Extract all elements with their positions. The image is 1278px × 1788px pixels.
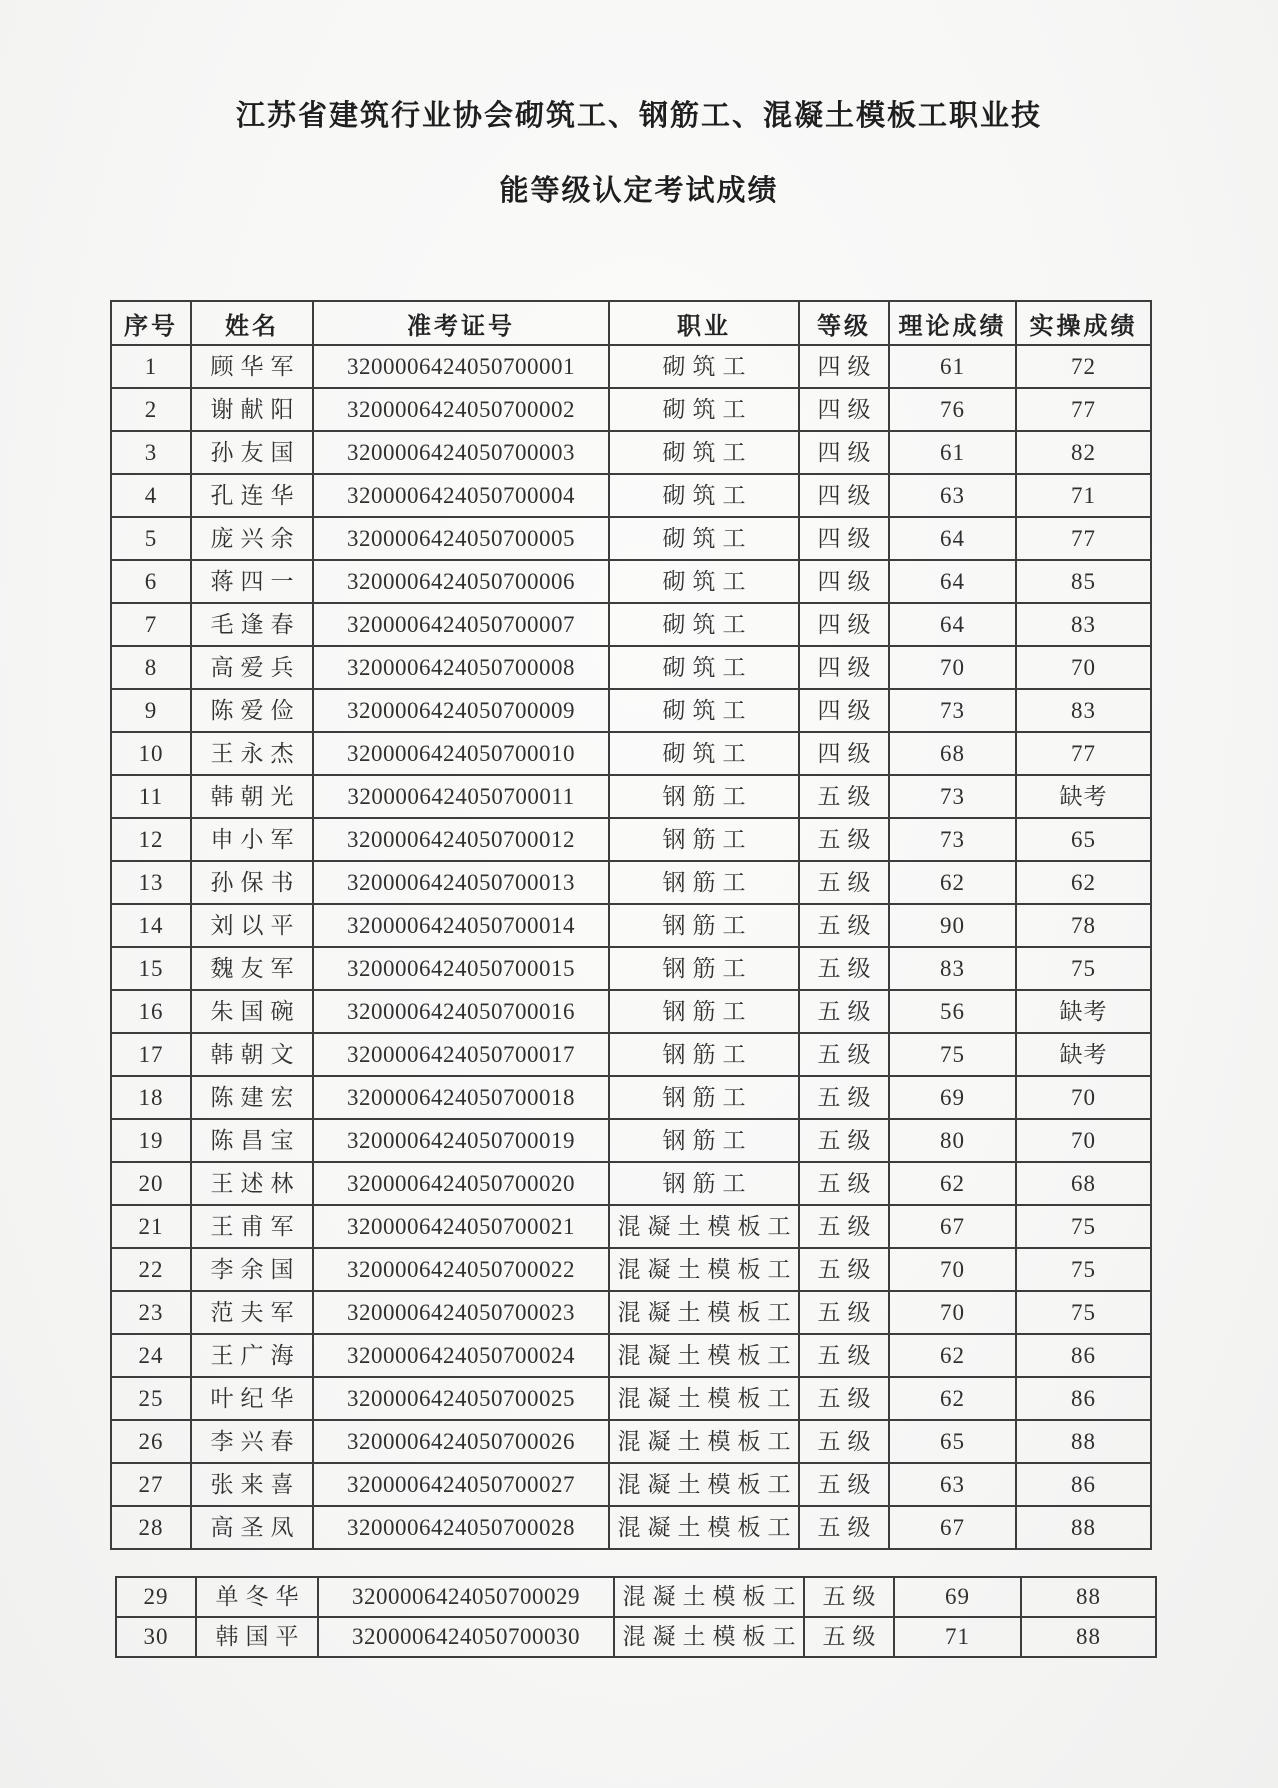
cell-occupation: 混凝土模板工 <box>609 1334 799 1377</box>
cell-theory: 70 <box>889 646 1016 689</box>
cell-level: 四级 <box>799 388 889 431</box>
cell-practical: 68 <box>1016 1162 1151 1205</box>
cell-name: 张来喜 <box>191 1463 313 1506</box>
table-row <box>111 861 1151 904</box>
cell-theory: 83 <box>889 947 1016 990</box>
cell-occupation: 混凝土模板工 <box>614 1617 804 1657</box>
document-title <box>0 95 1278 212</box>
cell-occupation: 钢筋工 <box>609 904 799 947</box>
col-header-level: 等级 <box>799 301 889 345</box>
cell-ticket: 3200006424050700003 <box>313 431 609 474</box>
cell-level: 四级 <box>799 345 889 388</box>
cell-practical: 75 <box>1016 1291 1151 1334</box>
table-row <box>111 947 1151 990</box>
cell-practical: 缺考 <box>1016 1033 1151 1076</box>
table-row <box>116 1577 1156 1617</box>
cell-no: 9 <box>111 689 191 732</box>
cell-practical: 77 <box>1016 732 1151 775</box>
cell-no: 10 <box>111 732 191 775</box>
cell-ticket: 3200006424050700026 <box>313 1420 609 1463</box>
cell-level: 五级 <box>799 947 889 990</box>
cell-occupation: 混凝土模板工 <box>609 1463 799 1506</box>
cell-practical: 70 <box>1016 1119 1151 1162</box>
cell-practical: 88 <box>1016 1506 1151 1549</box>
cell-level: 五级 <box>799 1076 889 1119</box>
cell-ticket: 3200006424050700014 <box>313 904 609 947</box>
cell-theory: 56 <box>889 990 1016 1033</box>
cell-occupation: 砌筑工 <box>609 517 799 560</box>
cell-level: 五级 <box>799 990 889 1033</box>
cell-theory: 62 <box>889 1162 1016 1205</box>
cell-practical: 83 <box>1016 603 1151 646</box>
title-line-2: 能等级认定考试成绩 <box>499 175 779 207</box>
table-row <box>111 1248 1151 1291</box>
cell-no: 16 <box>111 990 191 1033</box>
cell-ticket: 3200006424050700010 <box>313 732 609 775</box>
cell-level: 五级 <box>799 1420 889 1463</box>
cell-no: 7 <box>111 603 191 646</box>
table-row <box>111 732 1151 775</box>
cell-practical: 70 <box>1016 1076 1151 1119</box>
cell-no: 11 <box>111 775 191 818</box>
cell-occupation: 砌筑工 <box>609 431 799 474</box>
cell-practical: 75 <box>1016 1205 1151 1248</box>
cell-occupation: 混凝土模板工 <box>609 1291 799 1334</box>
table-row <box>111 1119 1151 1162</box>
header-row <box>111 301 1151 345</box>
results-table <box>110 300 1152 1550</box>
cell-theory: 63 <box>889 1463 1016 1506</box>
table-row <box>111 474 1151 517</box>
cell-occupation: 钢筋工 <box>609 1076 799 1119</box>
cell-practical: 72 <box>1016 345 1151 388</box>
cell-occupation: 混凝土模板工 <box>614 1577 804 1617</box>
table-row <box>111 1162 1151 1205</box>
cell-ticket: 3200006424050700023 <box>313 1291 609 1334</box>
cell-name: 高爱兵 <box>191 646 313 689</box>
cell-name: 叶纪华 <box>191 1377 313 1420</box>
cell-occupation: 砌筑工 <box>609 560 799 603</box>
cell-level: 四级 <box>799 646 889 689</box>
table-row <box>111 1377 1151 1420</box>
cell-name: 朱国碗 <box>191 990 313 1033</box>
cell-no: 19 <box>111 1119 191 1162</box>
cell-no: 21 <box>111 1205 191 1248</box>
cell-occupation: 混凝土模板工 <box>609 1377 799 1420</box>
table-row <box>111 603 1151 646</box>
cell-no: 15 <box>111 947 191 990</box>
cell-ticket: 3200006424050700027 <box>313 1463 609 1506</box>
cell-theory: 61 <box>889 431 1016 474</box>
table-row <box>111 1420 1151 1463</box>
cell-name: 王永杰 <box>191 732 313 775</box>
cell-theory: 64 <box>889 560 1016 603</box>
cell-occupation: 钢筋工 <box>609 1033 799 1076</box>
cell-level: 五级 <box>799 1291 889 1334</box>
cell-level: 五级 <box>799 1506 889 1549</box>
cell-name: 范夫军 <box>191 1291 313 1334</box>
cell-no: 28 <box>111 1506 191 1549</box>
cell-level: 五级 <box>799 1377 889 1420</box>
cell-theory: 73 <box>889 775 1016 818</box>
col-header-name: 姓名 <box>191 301 313 345</box>
cell-practical: 86 <box>1016 1377 1151 1420</box>
cell-name: 顾华军 <box>191 345 313 388</box>
cell-theory: 76 <box>889 388 1016 431</box>
table-row <box>111 1506 1151 1549</box>
cell-practical: 缺考 <box>1016 775 1151 818</box>
cell-ticket: 3200006424050700021 <box>313 1205 609 1248</box>
cell-theory: 71 <box>894 1617 1021 1657</box>
cell-name: 韩国平 <box>196 1617 318 1657</box>
cell-no: 30 <box>116 1617 196 1657</box>
cell-practical: 71 <box>1016 474 1151 517</box>
cell-theory: 68 <box>889 732 1016 775</box>
table-row <box>111 517 1151 560</box>
cell-name: 王述林 <box>191 1162 313 1205</box>
table-row <box>111 1205 1151 1248</box>
table-row <box>111 818 1151 861</box>
cell-ticket: 3200006424050700005 <box>313 517 609 560</box>
table-row <box>111 1463 1151 1506</box>
cell-level: 四级 <box>799 431 889 474</box>
cell-ticket: 3200006424050700009 <box>313 689 609 732</box>
results-table-continued <box>115 1576 1157 1658</box>
cell-ticket: 3200006424050700006 <box>313 560 609 603</box>
cell-ticket: 3200006424050700007 <box>313 603 609 646</box>
cell-no: 26 <box>111 1420 191 1463</box>
cell-no: 6 <box>111 560 191 603</box>
cell-level: 五级 <box>799 818 889 861</box>
cell-theory: 70 <box>889 1291 1016 1334</box>
cell-ticket: 3200006424050700018 <box>313 1076 609 1119</box>
cell-theory: 69 <box>894 1577 1021 1617</box>
cell-practical: 86 <box>1016 1334 1151 1377</box>
cell-no: 14 <box>111 904 191 947</box>
table-row <box>116 1617 1156 1657</box>
cell-practical: 88 <box>1021 1617 1156 1657</box>
cell-ticket: 3200006424050700030 <box>318 1617 614 1657</box>
cell-name: 单冬华 <box>196 1577 318 1617</box>
cell-no: 20 <box>111 1162 191 1205</box>
cell-level: 五级 <box>799 1162 889 1205</box>
cell-practical: 88 <box>1016 1420 1151 1463</box>
table-row <box>111 775 1151 818</box>
cell-ticket: 3200006424050700020 <box>313 1162 609 1205</box>
col-header-no: 序号 <box>111 301 191 345</box>
col-header-theory: 理论成绩 <box>889 301 1016 345</box>
cell-occupation: 混凝土模板工 <box>609 1420 799 1463</box>
cell-name: 毛逢春 <box>191 603 313 646</box>
cell-theory: 65 <box>889 1420 1016 1463</box>
cell-name: 韩朝文 <box>191 1033 313 1076</box>
cell-theory: 69 <box>889 1076 1016 1119</box>
cell-theory: 67 <box>889 1506 1016 1549</box>
cell-no: 12 <box>111 818 191 861</box>
cell-level: 五级 <box>799 1205 889 1248</box>
cell-level: 五级 <box>799 904 889 947</box>
cell-no: 17 <box>111 1033 191 1076</box>
cell-level: 四级 <box>799 689 889 732</box>
cell-no: 24 <box>111 1334 191 1377</box>
cell-ticket: 3200006424050700001 <box>313 345 609 388</box>
cell-occupation: 钢筋工 <box>609 775 799 818</box>
cell-no: 5 <box>111 517 191 560</box>
cell-practical: 78 <box>1016 904 1151 947</box>
cell-occupation: 混凝土模板工 <box>609 1506 799 1549</box>
cell-practical: 75 <box>1016 947 1151 990</box>
cell-practical: 82 <box>1016 431 1151 474</box>
cell-level: 四级 <box>799 474 889 517</box>
table-row <box>111 1291 1151 1334</box>
cell-level: 四级 <box>799 603 889 646</box>
table-row <box>111 560 1151 603</box>
cell-ticket: 3200006424050700022 <box>313 1248 609 1291</box>
cell-name: 申小军 <box>191 818 313 861</box>
col-header-ticket: 准考证号 <box>313 301 609 345</box>
cell-name: 孙保书 <box>191 861 313 904</box>
cell-ticket: 3200006424050700019 <box>313 1119 609 1162</box>
cell-occupation: 砌筑工 <box>609 388 799 431</box>
table-row <box>111 388 1151 431</box>
cell-no: 29 <box>116 1577 196 1617</box>
cell-name: 陈爱俭 <box>191 689 313 732</box>
cell-theory: 70 <box>889 1248 1016 1291</box>
cell-practical: 65 <box>1016 818 1151 861</box>
cell-occupation: 钢筋工 <box>609 947 799 990</box>
cell-occupation: 钢筋工 <box>609 990 799 1033</box>
cell-no: 3 <box>111 431 191 474</box>
cell-ticket: 3200006424050700012 <box>313 818 609 861</box>
cell-practical: 83 <box>1016 689 1151 732</box>
cell-practical: 62 <box>1016 861 1151 904</box>
title-line-1: 江苏省建筑行业协会砌筑工、钢筋工、混凝土模板工职业技 <box>235 100 1042 132</box>
cell-name: 庞兴余 <box>191 517 313 560</box>
table-row <box>111 1076 1151 1119</box>
cell-name: 李兴春 <box>191 1420 313 1463</box>
cell-practical: 缺考 <box>1016 990 1151 1033</box>
cell-level: 五级 <box>799 861 889 904</box>
cell-occupation: 砌筑工 <box>609 345 799 388</box>
cell-ticket: 3200006424050700025 <box>313 1377 609 1420</box>
cell-level: 五级 <box>799 1463 889 1506</box>
cell-ticket: 3200006424050700016 <box>313 990 609 1033</box>
cell-ticket: 3200006424050700008 <box>313 646 609 689</box>
cell-ticket: 3200006424050700017 <box>313 1033 609 1076</box>
cell-name: 王甫军 <box>191 1205 313 1248</box>
cell-ticket: 3200006424050700011 <box>313 775 609 818</box>
cell-occupation: 砌筑工 <box>609 603 799 646</box>
cell-no: 2 <box>111 388 191 431</box>
cell-name: 魏友军 <box>191 947 313 990</box>
cell-level: 五级 <box>799 1334 889 1377</box>
cell-ticket: 3200006424050700013 <box>313 861 609 904</box>
cell-level: 五级 <box>799 775 889 818</box>
table-row <box>111 1033 1151 1076</box>
cell-level: 五级 <box>804 1617 894 1657</box>
cell-theory: 75 <box>889 1033 1016 1076</box>
table-row <box>111 1334 1151 1377</box>
cell-practical: 85 <box>1016 560 1151 603</box>
cell-occupation: 砌筑工 <box>609 474 799 517</box>
table-row <box>111 646 1151 689</box>
cell-no: 25 <box>111 1377 191 1420</box>
cell-level: 五级 <box>799 1248 889 1291</box>
cell-occupation: 砌筑工 <box>609 732 799 775</box>
cell-theory: 73 <box>889 689 1016 732</box>
cell-occupation: 钢筋工 <box>609 1119 799 1162</box>
table-row <box>111 345 1151 388</box>
cell-name: 韩朝光 <box>191 775 313 818</box>
cell-level: 五级 <box>799 1033 889 1076</box>
cell-occupation: 混凝土模板工 <box>609 1248 799 1291</box>
table-row <box>111 431 1151 474</box>
cell-occupation: 砌筑工 <box>609 646 799 689</box>
cell-practical: 77 <box>1016 517 1151 560</box>
cell-ticket: 3200006424050700015 <box>313 947 609 990</box>
cell-no: 8 <box>111 646 191 689</box>
cell-theory: 61 <box>889 345 1016 388</box>
cell-occupation: 钢筋工 <box>609 1162 799 1205</box>
results-table-continued-body <box>116 1577 1156 1657</box>
cell-no: 18 <box>111 1076 191 1119</box>
cell-practical: 88 <box>1021 1577 1156 1617</box>
col-header-practical: 实操成绩 <box>1016 301 1151 345</box>
cell-theory: 62 <box>889 1334 1016 1377</box>
cell-practical: 75 <box>1016 1248 1151 1291</box>
cell-name: 陈建宏 <box>191 1076 313 1119</box>
cell-level: 四级 <box>799 560 889 603</box>
cell-no: 4 <box>111 474 191 517</box>
cell-theory: 90 <box>889 904 1016 947</box>
cell-no: 1 <box>111 345 191 388</box>
cell-name: 刘以平 <box>191 904 313 947</box>
cell-ticket: 3200006424050700029 <box>318 1577 614 1617</box>
cell-name: 陈昌宝 <box>191 1119 313 1162</box>
cell-theory: 62 <box>889 861 1016 904</box>
cell-level: 五级 <box>804 1577 894 1617</box>
cell-no: 23 <box>111 1291 191 1334</box>
cell-name: 谢献阳 <box>191 388 313 431</box>
cell-theory: 73 <box>889 818 1016 861</box>
cell-ticket: 3200006424050700028 <box>313 1506 609 1549</box>
cell-practical: 70 <box>1016 646 1151 689</box>
cell-practical: 86 <box>1016 1463 1151 1506</box>
cell-level: 五级 <box>799 1119 889 1162</box>
cell-name: 孔连华 <box>191 474 313 517</box>
cell-name: 高圣凤 <box>191 1506 313 1549</box>
cell-name: 蒋四一 <box>191 560 313 603</box>
cell-occupation: 砌筑工 <box>609 689 799 732</box>
cell-theory: 63 <box>889 474 1016 517</box>
cell-ticket: 3200006424050700002 <box>313 388 609 431</box>
cell-name: 李余国 <box>191 1248 313 1291</box>
cell-level: 四级 <box>799 732 889 775</box>
col-header-occupation: 职业 <box>609 301 799 345</box>
cell-occupation: 钢筋工 <box>609 818 799 861</box>
cell-occupation: 钢筋工 <box>609 861 799 904</box>
cell-theory: 64 <box>889 603 1016 646</box>
cell-level: 四级 <box>799 517 889 560</box>
table-row <box>111 904 1151 947</box>
cell-no: 27 <box>111 1463 191 1506</box>
cell-no: 22 <box>111 1248 191 1291</box>
cell-occupation: 混凝土模板工 <box>609 1205 799 1248</box>
results-table-body <box>111 345 1151 1549</box>
cell-practical: 77 <box>1016 388 1151 431</box>
cell-no: 13 <box>111 861 191 904</box>
cell-ticket: 3200006424050700004 <box>313 474 609 517</box>
cell-name: 王广海 <box>191 1334 313 1377</box>
cell-name: 孙友国 <box>191 431 313 474</box>
table-row <box>111 990 1151 1033</box>
cell-theory: 62 <box>889 1377 1016 1420</box>
cell-theory: 67 <box>889 1205 1016 1248</box>
cell-ticket: 3200006424050700024 <box>313 1334 609 1377</box>
cell-theory: 64 <box>889 517 1016 560</box>
table-row <box>111 689 1151 732</box>
cell-theory: 80 <box>889 1119 1016 1162</box>
